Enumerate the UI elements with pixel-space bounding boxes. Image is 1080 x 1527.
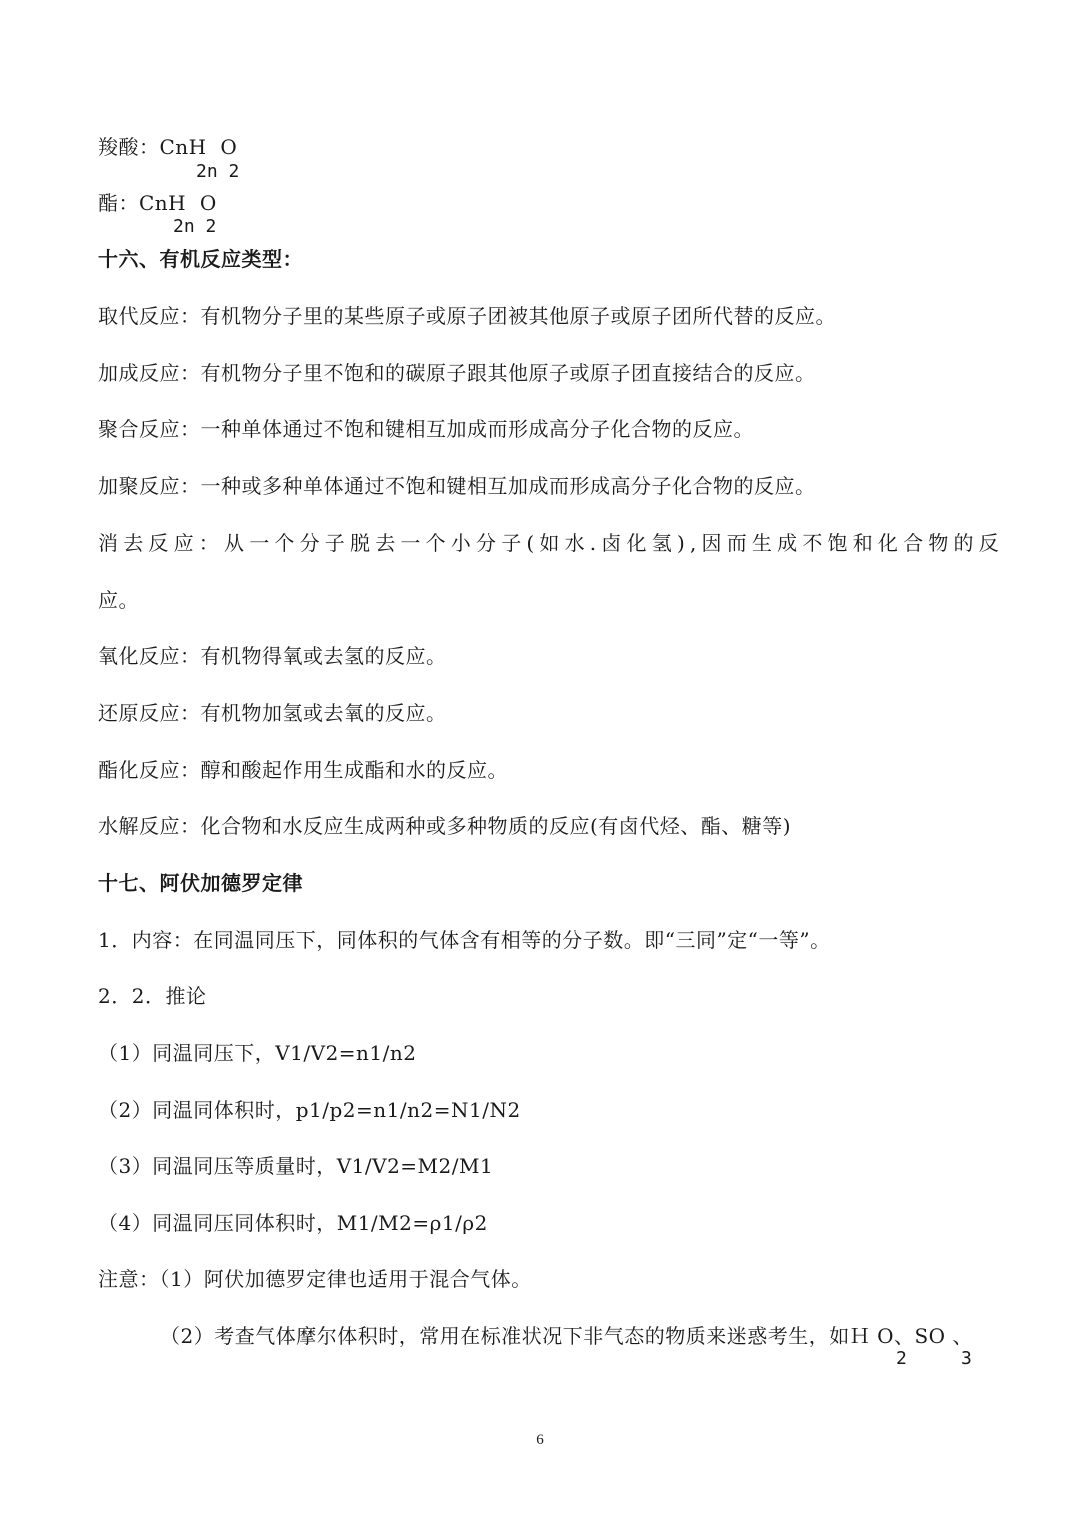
formula-carboxylic-acid-subscript: 2n 2 xyxy=(196,161,240,182)
inference-4: （4）同温同压同体积时，M1/M2=ρ1/ρ2 xyxy=(98,1211,488,1235)
reaction-polymerization: 聚合反应：一种单体通过不饱和键相互加成而形成高分子化合物的反应。 xyxy=(98,417,754,441)
reaction-oxidation: 氧化反应：有机物得氧或去氢的反应。 xyxy=(98,644,447,668)
reaction-addition-polymerization: 加聚反应：一种或多种单体通过不饱和键相互加成而形成高分子化合物的反应。 xyxy=(98,474,816,498)
reaction-elimination: 消去反应：从一个分子脱去一个小分子(如水.卤化氢),因而生成不饱和化合物的反 xyxy=(98,531,1004,555)
formula-ester: 酯：CnH O xyxy=(98,191,217,215)
reaction-esterification: 酯化反应：醇和酸起作用生成酯和水的反应。 xyxy=(98,758,508,782)
note-2-subscripts: 2 3 xyxy=(896,1348,972,1369)
inference-2: （2）同温同体积时，p1/p2=n1/n2=N1/N2 xyxy=(98,1098,521,1122)
reaction-addition: 加成反应：有机物分子里不饱和的碳原子跟其他原子或原子团直接结合的反应。 xyxy=(98,361,816,385)
inference-title: 2．2．推论 xyxy=(98,984,207,1008)
reaction-reduction: 还原反应：有机物加氢或去氧的反应。 xyxy=(98,701,447,725)
avogadro-law-content: 1．内容：在同温同压下，同体积的气体含有相等的分子数。即“三同”定“一等”。 xyxy=(98,928,831,952)
inference-1: （1）同温同压下，V1/V2=n1/n2 xyxy=(98,1041,417,1065)
section-17-heading: 十七、阿伏加德罗定律 xyxy=(98,871,303,895)
formula-ester-subscript: 2n 2 xyxy=(173,216,217,237)
inference-3: （3）同温同压等质量时，V1/V2=M2/M1 xyxy=(98,1154,494,1178)
note-2: （2）考查气体摩尔体积时，常用在标准状况下非气态的物质来迷惑考生，如Ｈ O、SO 、 xyxy=(160,1324,973,1348)
formula-carboxylic-acid: 羧酸：CnH O xyxy=(98,135,238,159)
reaction-elimination-continued: 应。 xyxy=(98,588,139,612)
page-number: 6 xyxy=(536,1432,544,1448)
note-1: 注意：（1）阿伏加德罗定律也适用于混合气体。 xyxy=(98,1267,532,1291)
reaction-hydrolysis: 水解反应：化合物和水反应生成两种或多种物质的反应(有卤代烃、酯、糖等) xyxy=(98,814,792,838)
reaction-substitution: 取代反应：有机物分子里的某些原子或原子团被其他原子或原子团所代替的反应。 xyxy=(98,304,836,328)
section-16-heading: 十六、有机反应类型： xyxy=(98,247,303,271)
